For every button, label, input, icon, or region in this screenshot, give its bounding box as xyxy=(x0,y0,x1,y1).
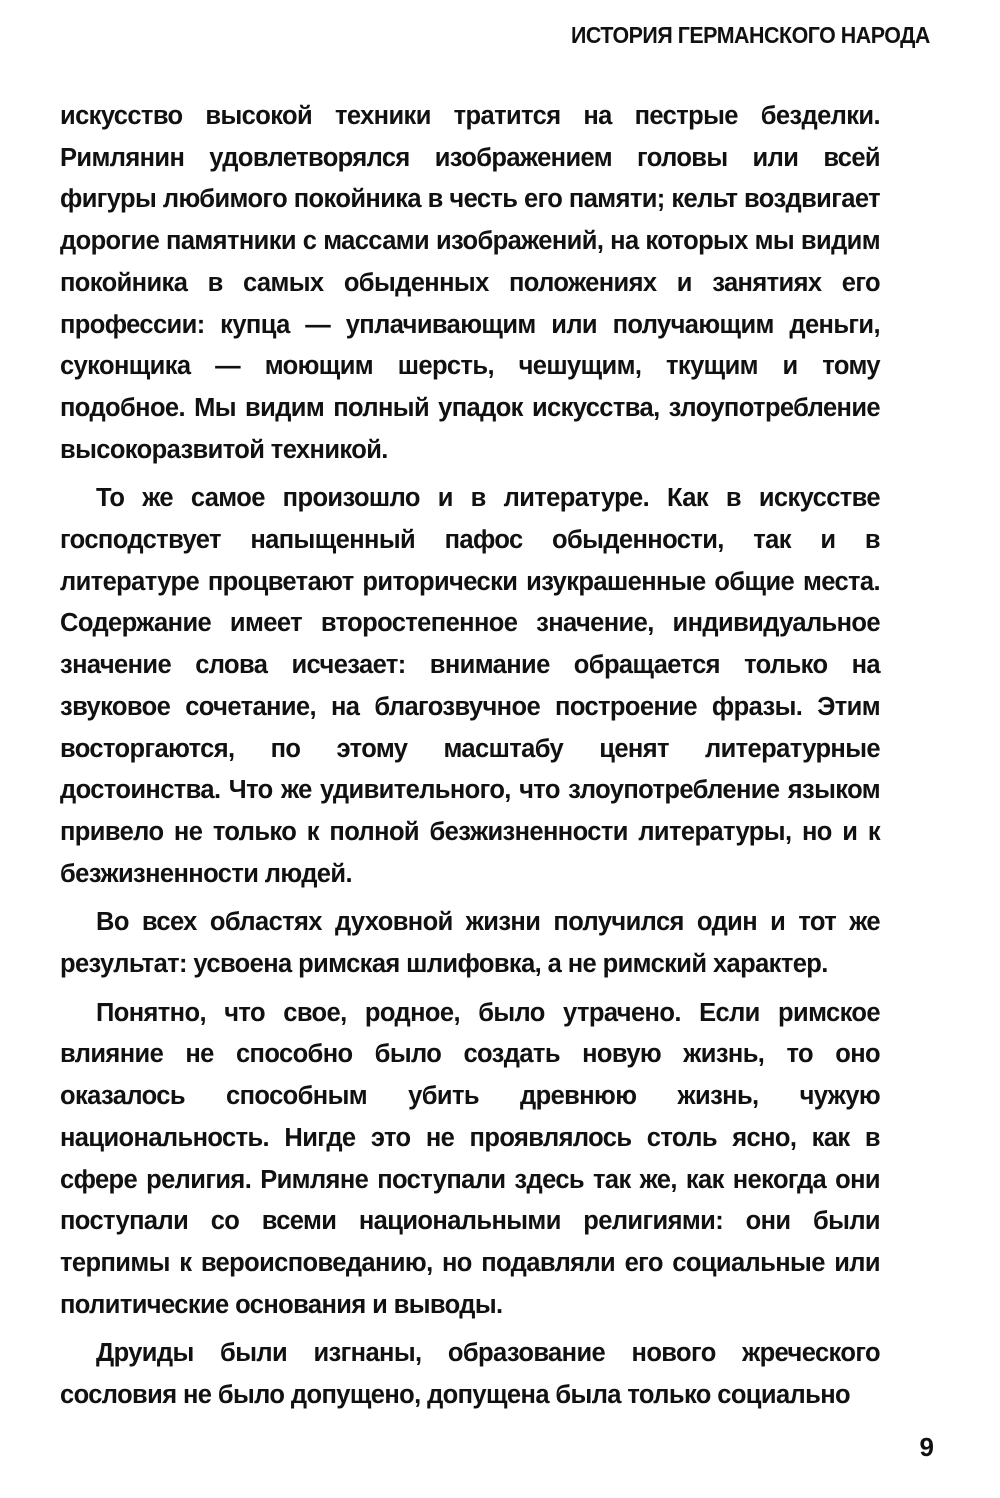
paragraph-1: искусство высокой техники тратится на пестрые безделки. Римлянин удовлетворялся изображением головы или всей фигуры любимого покойника в честь его памяти; кельт воздвигает дорогие памятники с массами изображений, на которых мы видим покойника в самых обыденных положениях и занятиях его профессии: купца — уплачивающим или получающим деньги, суконщика — моющим шерсть, чешущим, ткущим и тому подобное. Мы видим полный упадок искусства, злоупотребление высокоразвитой техникой. xyxy=(60,102,880,464)
paragraph-2: То же самое произошло и в литературе. Как в искусстве господствует напыщенный пафос обыденности, так и в литературе процветают риторически изукрашенные общие места. Содержание имеет второстепенное значение, индивидуальное значение слова исчезает: внимание обращается только на звуковое сочетание, на благозвучное построение фразы. Этим восторгаются, по этому масштабу ценят литературные достоинства. Что же удивительного, что злоупотребление языком привело не только к полной безжизненности литературы, но и к безжизненности людей. xyxy=(60,484,880,888)
running-header: ИСТОРИЯ ГЕРМАНСКОГО НАРОДА xyxy=(571,22,930,48)
page-number: 9 xyxy=(919,1432,934,1462)
paragraph-4: Понятно, что свое, родное, было утрачено. Если римское влияние не способно было создать новую жизнь, то оно оказалось способным убить древнюю жизнь, чужую национальность. Нигде это не проявлялось столь ясно, как в сфере религия. Римляне поступали здесь так же, как некогда они поступали со всеми национальными религиями: они были терпимы к вероисповеданию, но подавляли его социальные или политические основания и выводы. xyxy=(60,998,880,1319)
body-text xyxy=(60,96,880,1417)
paragraph-3: Во всех областях духовной жизни получился один и тот же результат: усвоена римская шлифовка, а не римский характер. xyxy=(60,908,880,979)
paragraph-5: Друиды были изгнаны, образование нового жреческого сословия не было допущено, допущена была только социально xyxy=(60,1339,880,1410)
